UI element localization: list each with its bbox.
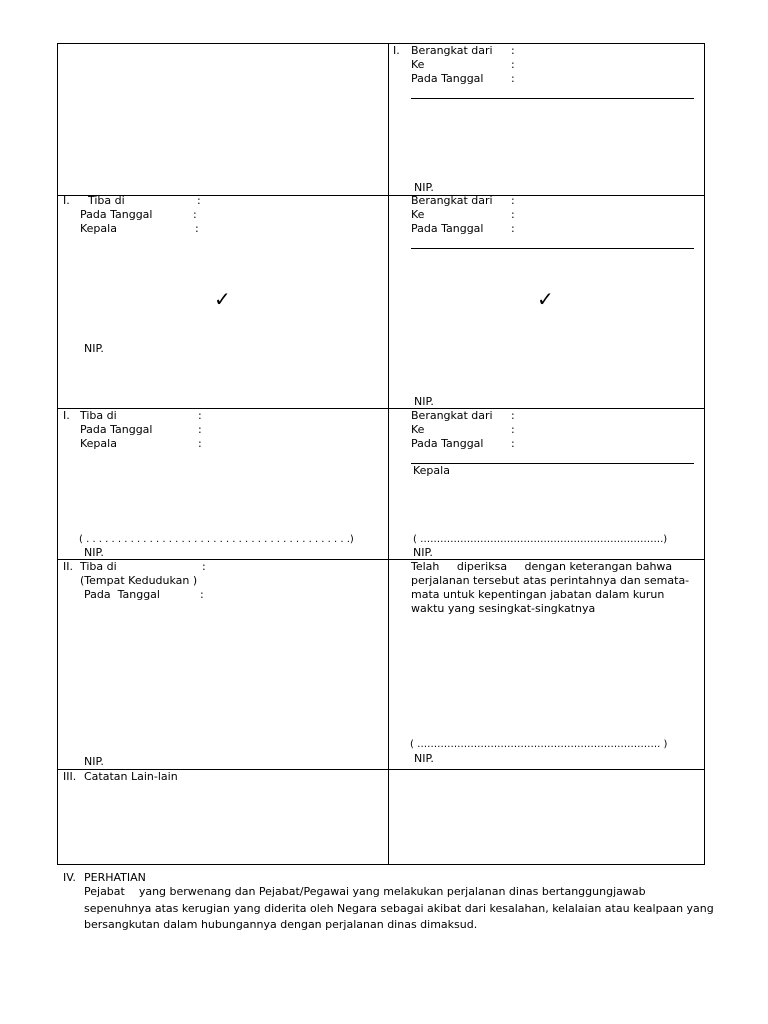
kepala-label: Kepala xyxy=(80,437,117,450)
row-divider xyxy=(58,195,704,196)
nip-label: NIP. xyxy=(414,395,434,408)
pada-tanggal-label: Pada Tanggal xyxy=(411,437,484,450)
nip-label: NIP. xyxy=(413,546,433,559)
colon: : xyxy=(195,222,199,235)
ke-label: Ke xyxy=(411,423,425,436)
notice-body-line: bersangkutan dalam hubungannya dengan perjalanan dinas dimaksud. xyxy=(84,918,478,931)
colon: : xyxy=(193,208,197,221)
berangkat-dari-label: Berangkat dari xyxy=(411,194,493,207)
signature-line xyxy=(411,463,694,464)
colon: : xyxy=(198,409,202,422)
section-numeral: II. xyxy=(63,560,73,573)
tiba-di-label: Tiba di xyxy=(80,560,117,573)
colon: : xyxy=(511,58,515,71)
colon: : xyxy=(511,423,515,436)
pada-tanggal-label: Pada Tanggal xyxy=(80,208,153,221)
pada-tanggal-label: Pada Tanggal xyxy=(411,72,484,85)
pada-tanggal-label: Pada Tanggal xyxy=(84,588,160,601)
column-divider xyxy=(388,44,389,864)
colon: : xyxy=(198,437,202,450)
colon: : xyxy=(202,560,206,573)
section-numeral: III. xyxy=(63,770,77,783)
signature-placeholder: ( ……………………………………………………………….) xyxy=(413,534,668,545)
nip-label: NIP. xyxy=(414,181,434,194)
kepala-label: Kepala xyxy=(80,222,117,235)
nip-label: NIP. xyxy=(84,755,104,768)
colon: : xyxy=(511,437,515,450)
pada-tanggal-label: Pada Tanggal xyxy=(80,423,153,436)
signature-placeholder: ( . . . . . . . . . . . . . . . . . . . . . . . . . . . . . . . . . . . . . . . . . .) xyxy=(79,534,354,545)
checkmark-icon: ✓ xyxy=(214,287,231,311)
nip-label: NIP. xyxy=(84,342,104,355)
berangkat-dari-label: Berangkat dari xyxy=(411,409,493,422)
section-numeral: I. xyxy=(63,409,70,422)
nip-label: NIP. xyxy=(84,546,104,559)
section-numeral: I. xyxy=(393,44,400,57)
colon: : xyxy=(511,409,515,422)
colon: : xyxy=(511,44,515,57)
colon: : xyxy=(511,222,515,235)
signature-line xyxy=(411,248,694,249)
checkmark-icon: ✓ xyxy=(537,287,554,311)
colon: : xyxy=(511,208,515,221)
signature-placeholder: ( ………………………………………………………………. ) xyxy=(410,739,668,750)
berangkat-dari-label: Berangkat dari xyxy=(411,44,493,57)
colon: : xyxy=(511,72,515,85)
notice-body-line: sepenuhnya atas kerugian yang diderita oleh Negara sebagai akibat dari kesalahan, kelalaian atau kealpaan yang xyxy=(84,902,714,915)
tiba-di-label: Tiba di xyxy=(88,194,125,207)
tiba-di-label: Tiba di xyxy=(80,409,117,422)
ke-label: Ke xyxy=(411,58,425,71)
nip-label: NIP. xyxy=(414,752,434,765)
kepala-label: Kepala xyxy=(413,464,450,477)
catatan-label: Catatan Lain-lain xyxy=(84,770,178,783)
section-numeral: IV. xyxy=(63,871,76,884)
signature-line xyxy=(411,98,694,99)
verification-text-line: Telah diperiksa dengan keterangan bahwa xyxy=(411,560,673,573)
ke-label: Ke xyxy=(411,208,425,221)
tempat-kedudukan-label: (Tempat Kedudukan ) xyxy=(80,574,198,587)
colon: : xyxy=(197,194,201,207)
colon: : xyxy=(511,194,515,207)
colon: : xyxy=(200,588,204,601)
verification-text-line: waktu yang sesingkat-singkatnya xyxy=(411,602,596,615)
verification-text-line: mata untuk kepentingan jabatan dalam kurun xyxy=(411,588,665,601)
section-numeral: I. xyxy=(63,194,70,207)
notice-body-line: Pejabat yang berwenang dan Pejabat/Pegawai yang melakukan perjalanan dinas bertanggungjawab xyxy=(84,885,646,898)
pada-tanggal-label: Pada Tanggal xyxy=(411,222,484,235)
verification-text-line: perjalanan tersebut atas perintahnya dan semata- xyxy=(411,574,690,587)
colon: : xyxy=(198,423,202,436)
row-divider xyxy=(58,408,704,409)
notice-heading: PERHATIAN xyxy=(84,871,146,884)
